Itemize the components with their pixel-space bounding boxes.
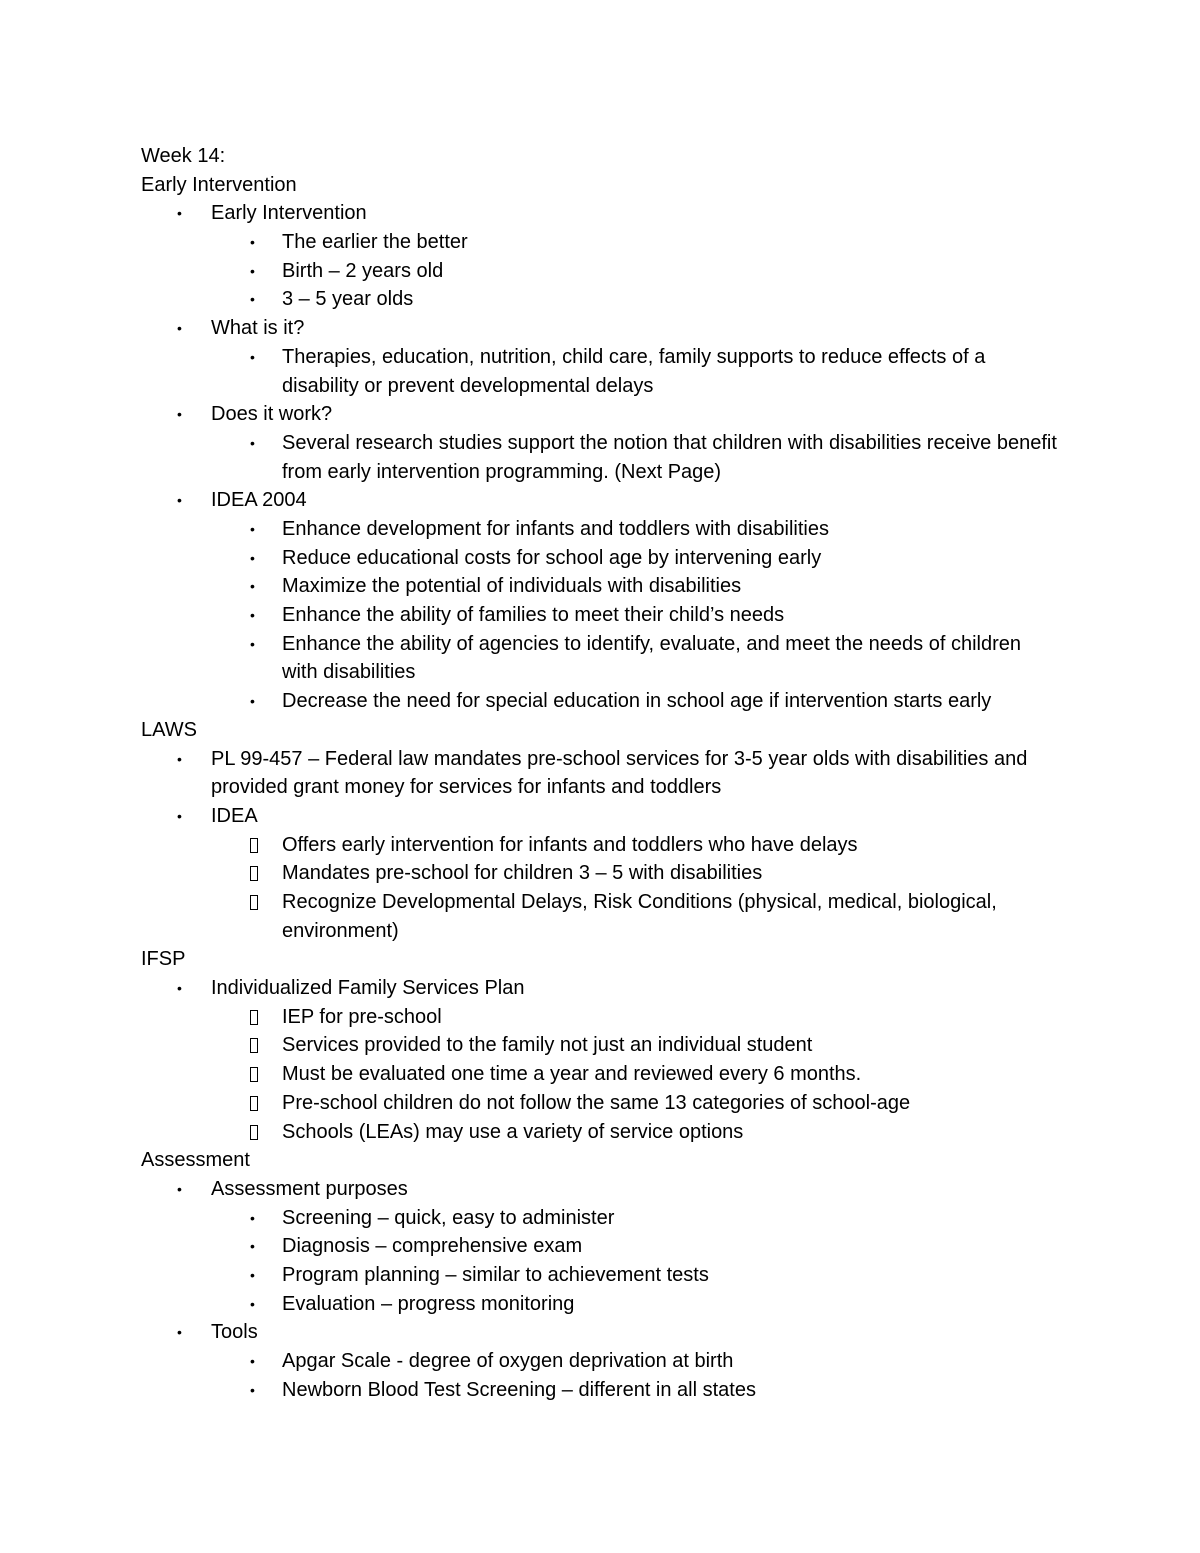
line-text: The earlier the better [282, 231, 468, 254]
line-text: Tools [211, 1321, 258, 1344]
bullet-dot-icon: • [177, 1324, 182, 1341]
bullet-dot-icon: • [250, 1266, 255, 1283]
list-item [0, 544, 1200, 573]
list-item [0, 515, 1200, 544]
list-item [0, 572, 1200, 601]
list-item [0, 1031, 1200, 1060]
list-item [0, 1060, 1200, 1089]
line-text: Several research studies support the notion that children with disabilities receive benefit from early intervention programming. (Next Page) [282, 431, 1057, 483]
line-text: LAWS [141, 718, 197, 741]
list-item [0, 257, 1200, 286]
bullet-box-icon [250, 1010, 258, 1025]
bullet-dot-icon: • [250, 434, 255, 451]
list-item [0, 1232, 1200, 1261]
line-text: Therapies, education, nutrition, child care, family supports to reduce effects of a disability or prevent developmental delays [282, 345, 986, 397]
list-item [0, 1003, 1200, 1032]
line-text: 3 – 5 year olds [282, 288, 414, 311]
list-item [0, 601, 1200, 630]
bullet-dot-icon: • [250, 1353, 255, 1370]
list-item [0, 974, 1200, 1003]
list-item [0, 1318, 1200, 1347]
line-text: Does it work? [211, 403, 333, 426]
line-text: Services provided to the family not just an individual student [282, 1034, 813, 1057]
bullet-box-icon [250, 1038, 258, 1053]
bullet-box-icon [250, 895, 258, 910]
bullet-dot-icon: • [250, 549, 255, 566]
line-text: IFSP [141, 948, 186, 971]
line-text: Screening – quick, easy to administer [282, 1206, 615, 1229]
list-item [0, 1118, 1200, 1147]
section-heading [0, 171, 1200, 200]
line-text: Evaluation – progress monitoring [282, 1292, 575, 1315]
line-text: IDEA [211, 804, 258, 827]
bullet-box-icon [250, 838, 258, 853]
line-text: Reduce educational costs for school age by intervening early [282, 546, 822, 569]
list-item [0, 1089, 1200, 1118]
list-item [0, 1175, 1200, 1204]
bullet-dot-icon: • [250, 234, 255, 251]
bullet-dot-icon: • [177, 1180, 182, 1197]
line-text: Enhance the ability of families to meet their child’s needs [282, 604, 785, 627]
list-item [0, 314, 1200, 343]
bullet-dot-icon: • [250, 693, 255, 710]
line-text: PL 99-457 – Federal law mandates pre-school services for 3-5 year olds with disabilities and provided grant money for services for infants and toddlers [211, 747, 1028, 799]
list-item [0, 1376, 1200, 1405]
bullet-dot-icon: • [177, 807, 182, 824]
bullet-dot-icon: • [177, 406, 182, 423]
line-text: Week 14: [141, 145, 226, 167]
list-item [0, 630, 1062, 687]
line-text: Assessment purposes [211, 1177, 408, 1200]
line-text: Individualized Family Services Plan [211, 977, 525, 1000]
section-heading [0, 945, 1200, 974]
list-item [0, 802, 1200, 831]
list-item [0, 888, 1062, 945]
list-item [0, 199, 1200, 228]
list-item [0, 228, 1200, 257]
list-item [0, 1204, 1200, 1233]
list-item [0, 831, 1200, 860]
bullet-dot-icon: • [250, 1381, 255, 1398]
bullet-box-icon [250, 1125, 258, 1140]
line-text: Recognize Developmental Delays, Risk Conditions (physical, medical, biological, environment) [282, 891, 997, 942]
line-text: IDEA 2004 [211, 489, 307, 512]
list-item [0, 859, 1200, 888]
section-heading [0, 1146, 1200, 1175]
bullet-dot-icon: • [250, 607, 255, 624]
list-item [0, 1290, 1200, 1319]
list-item [0, 400, 1200, 429]
line-text: Offers early intervention for infants and toddlers who have delays [282, 833, 858, 856]
bullet-dot-icon: • [250, 521, 255, 537]
line-text: Decrease the need for special education in school age if intervention starts early [282, 690, 992, 713]
bullet-dot-icon: • [177, 205, 182, 222]
list-item [0, 429, 1062, 486]
bullet-box-icon [250, 1096, 258, 1111]
line-text: What is it? [211, 317, 305, 340]
line-text: Assessment [141, 1149, 250, 1172]
line-text: Apgar Scale - degree of oxygen deprivation at birth [282, 1350, 734, 1373]
list-item [0, 1261, 1200, 1290]
bullet-box-icon [250, 866, 258, 881]
bullet-dot-icon: • [250, 1295, 255, 1312]
line-text: IEP for pre-school [282, 1005, 442, 1028]
list-item [0, 486, 1200, 515]
line-text: Enhance development for infants and toddlers with disabilities [282, 518, 829, 540]
line-text: Mandates pre-school for children 3 – 5 with disabilities [282, 862, 763, 885]
list-item [0, 745, 1061, 802]
line-text: Diagnosis – comprehensive exam [282, 1235, 583, 1258]
bullet-dot-icon: • [250, 291, 255, 308]
line-text: Schools (LEAs) may use a variety of service options [282, 1120, 744, 1143]
list-item [0, 343, 1062, 400]
section-heading [0, 142, 1200, 171]
bullet-dot-icon: • [250, 1209, 255, 1226]
bullet-dot-icon: • [177, 320, 182, 337]
bullet-dot-icon: • [250, 348, 255, 365]
line-text: Early Intervention [211, 202, 367, 225]
bullet-dot-icon: • [250, 635, 255, 652]
line-text: Must be evaluated one time a year and reviewed every 6 months. [282, 1063, 862, 1086]
bullet-dot-icon: • [250, 578, 255, 595]
list-item [0, 687, 1200, 716]
line-text: Enhance the ability of agencies to identify, evaluate, and meet the needs of children with disabilities [282, 632, 1022, 684]
section-heading [0, 716, 1200, 745]
line-text: Birth – 2 years old [282, 259, 444, 282]
bullet-dot-icon: • [177, 980, 182, 997]
line-text: Pre-school children do not follow the same 13 categories of school-age [282, 1091, 911, 1114]
bullet-dot-icon: • [177, 750, 182, 767]
bullet-dot-icon: • [177, 492, 182, 509]
bullet-dot-icon: • [250, 262, 255, 279]
bullet-dot-icon: • [250, 1238, 255, 1255]
line-text: Maximize the potential of individuals with disabilities [282, 575, 742, 598]
bullet-box-icon [250, 1067, 258, 1082]
line-text: Newborn Blood Test Screening – different in all states [282, 1378, 756, 1401]
line-text: Program planning – similar to achievement tests [282, 1263, 709, 1286]
list-item [0, 1347, 1200, 1376]
list-item [0, 285, 1200, 314]
line-text: Early Intervention [141, 173, 297, 196]
